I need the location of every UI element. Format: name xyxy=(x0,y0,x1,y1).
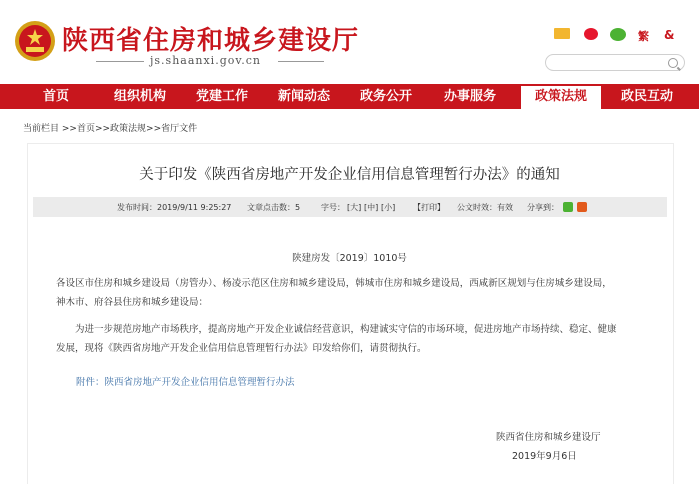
domain-divider-left xyxy=(96,61,144,62)
nav-item-home[interactable]: 首页 xyxy=(42,89,69,104)
header-tool-icons xyxy=(554,28,684,44)
share-weibo-icon[interactable] xyxy=(577,202,587,212)
nav-item-party-building[interactable]: 党建工作 xyxy=(195,89,248,104)
document-number: 陕建房发〔2019〕1010号 xyxy=(292,253,407,264)
font-medium-button[interactable]: [中] xyxy=(364,203,379,212)
main-nav xyxy=(0,84,699,109)
weibo-icon[interactable] xyxy=(584,28,598,40)
site-title[interactable]: 陕西省住房和城乡建设厅 xyxy=(62,26,360,56)
accessibility-icon[interactable]: & xyxy=(664,28,675,42)
nav-item-policies[interactable]: 政策法规 xyxy=(521,84,601,109)
document-title: 关于印发《陕西省房地产开发企业信用信息管理暂行办法》的通知 xyxy=(139,167,560,183)
view-count: 文章点击数：5 xyxy=(247,203,301,212)
font-small-button[interactable]: [小] xyxy=(381,203,396,212)
document-recipients xyxy=(56,274,646,312)
body-line-2: 发展，现将《陕西省房地产开发企业信用信息管理暂行办法》印发给你们，请贯彻执行。 xyxy=(56,343,427,354)
nav-item-services[interactable]: 办事服务 xyxy=(443,89,496,104)
nav-item-interaction[interactable]: 政民互动 xyxy=(620,89,673,104)
domain-divider-right xyxy=(278,61,324,62)
document-body xyxy=(56,320,646,358)
share-label: 分享到： xyxy=(527,203,559,212)
mail-icon[interactable] xyxy=(554,28,570,39)
nav-item-organization[interactable]: 组织机构 xyxy=(113,89,166,104)
print-button[interactable]: 【打印】 xyxy=(413,203,445,212)
document-validity: 公文时效：有效 xyxy=(457,203,513,212)
breadcrumb[interactable]: 当前栏目 >>首页>>政策法规>>省厅文件 xyxy=(23,124,198,134)
signature-date: 2019年9月6日 xyxy=(512,451,577,462)
signature-organization: 陕西省住房和城乡建设厅 xyxy=(496,432,601,443)
share-wechat-icon[interactable] xyxy=(563,202,573,212)
recipients-line-2: 神木市、府谷县住房和城乡建设局： xyxy=(56,297,209,308)
publish-time: 发布时间：2019/9/11 9:25:27 xyxy=(117,203,232,212)
font-large-button[interactable]: [大] xyxy=(347,203,362,212)
nav-item-government-affairs[interactable]: 政务公开 xyxy=(359,89,412,104)
document-meta-bar xyxy=(33,197,667,217)
search-box[interactable] xyxy=(545,54,685,71)
wechat-icon[interactable] xyxy=(610,28,626,41)
recipients-line-1: 各设区市住房和城乡建设局（房管办）、杨凌示范区住房和城乡建设局，韩城市住房和城乡建设局，西咸新区规划与住房城乡建设局， xyxy=(56,278,612,289)
site-domain: js.shaanxi.gov.cn xyxy=(150,54,262,67)
traditional-chinese-toggle[interactable]: 繁 xyxy=(638,30,649,43)
attachment-link[interactable]: 附件：陕西省房地产开发企业信用信息管理暂行办法 xyxy=(76,377,295,388)
font-size-label: 字号： xyxy=(321,203,345,212)
body-line-1: 为进一步规范房地产市场秩序，提高房地产开发企业诚信经营意识，构建诚实守信的市场环境，促进房地产市场持续、稳定、健康 xyxy=(75,324,617,335)
search-input[interactable] xyxy=(554,56,664,69)
search-icon[interactable] xyxy=(668,58,678,68)
site-header xyxy=(0,0,699,82)
site-domain-row xyxy=(96,54,324,68)
nav-item-news[interactable]: 新闻动态 xyxy=(277,89,330,104)
national-emblem-icon xyxy=(14,20,56,62)
